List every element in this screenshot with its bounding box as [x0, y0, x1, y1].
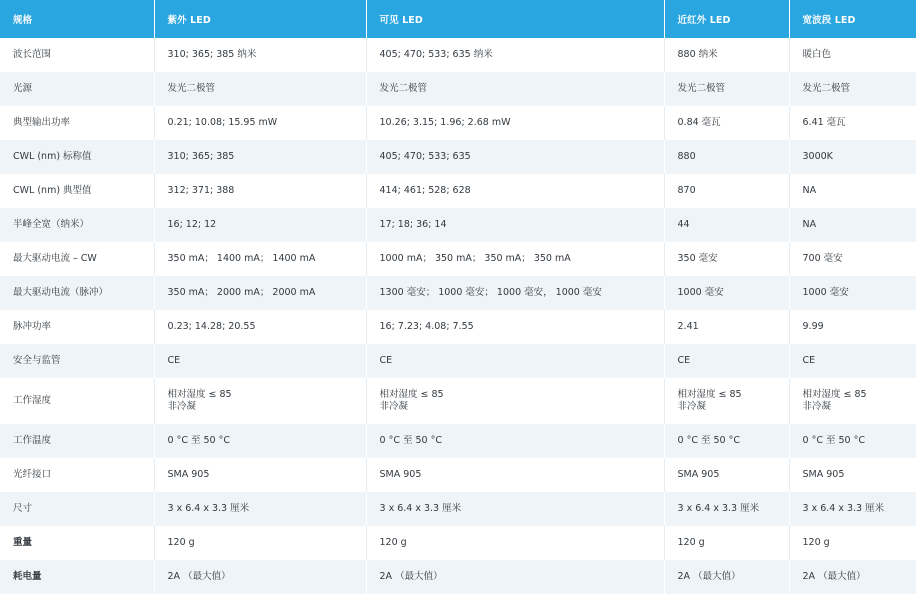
- table-cell: SMA 905: [664, 458, 789, 492]
- table-cell: 16; 12; 12: [154, 208, 366, 242]
- cell-line: 非冷凝: [802, 401, 832, 412]
- table-row: [0, 560, 916, 594]
- table-cell: 3 x 6.4 x 3.3 厘米: [664, 492, 789, 526]
- row-label: 半峰全宽（纳米）: [0, 208, 154, 242]
- table-row: [0, 106, 916, 140]
- table-cell: 0.23; 14.28; 20.55: [154, 310, 366, 344]
- table-cell: 2A （最大值）: [789, 560, 916, 594]
- table-cell: [664, 378, 789, 424]
- table-cell: CE: [664, 344, 789, 378]
- table-cell: 0.21; 10.08; 15.95 mW: [154, 106, 366, 140]
- row-label: CWL (nm) 标称值: [0, 140, 154, 174]
- table-row: [0, 526, 916, 560]
- table-cell: 3 x 6.4 x 3.3 厘米: [789, 492, 916, 526]
- header-cell-visible-led: 可见 LED: [366, 0, 664, 38]
- table-cell: 0 °C 至 50 °C: [366, 424, 664, 458]
- spec-table-body: [0, 38, 916, 594]
- row-label: 尺寸: [0, 492, 154, 526]
- table-row: [0, 140, 916, 174]
- table-cell: 405; 470; 533; 635: [366, 140, 664, 174]
- table-row: [0, 242, 916, 276]
- table-cell: SMA 905: [154, 458, 366, 492]
- table-cell: 3000K: [789, 140, 916, 174]
- row-label: 脉冲功率: [0, 310, 154, 344]
- header-cell-spec: 规格: [0, 0, 154, 38]
- header-cell-broadband-led: 宽波段 LED: [789, 0, 916, 38]
- table-row: [0, 458, 916, 492]
- cell-line: 相对湿度 ≤ 85: [802, 389, 867, 400]
- table-cell: 1000 mA； 350 mA； 350 mA； 350 mA: [366, 242, 664, 276]
- table-cell: CE: [789, 344, 916, 378]
- table-cell: 9.99: [789, 310, 916, 344]
- table-cell: 350 毫安: [664, 242, 789, 276]
- table-row: [0, 378, 916, 424]
- row-label: 波长范围: [0, 38, 154, 72]
- table-row: [0, 72, 916, 106]
- table-cell: 发光二极管: [664, 72, 789, 106]
- table-cell: NA: [789, 174, 916, 208]
- table-cell: SMA 905: [789, 458, 916, 492]
- row-label: 最大驱动电流（脉冲）: [0, 276, 154, 310]
- row-label: 最大驱动电流 – CW: [0, 242, 154, 276]
- table-cell: CE: [154, 344, 366, 378]
- table-cell: 1300 毫安； 1000 毫安； 1000 毫安， 1000 毫安: [366, 276, 664, 310]
- table-cell: 414; 461; 528; 628: [366, 174, 664, 208]
- cell-line: 相对湿度 ≤ 85: [167, 389, 232, 400]
- row-label: 光纤接口: [0, 458, 154, 492]
- table-cell: 44: [664, 208, 789, 242]
- table-cell: 1000 毫安: [789, 276, 916, 310]
- cell-line: 相对湿度 ≤ 85: [677, 389, 742, 400]
- table-row: [0, 344, 916, 378]
- row-label: 光源: [0, 72, 154, 106]
- table-row: [0, 276, 916, 310]
- row-label: 典型输出功率: [0, 106, 154, 140]
- table-cell: 350 mA； 2000 mA； 2000 mA: [154, 276, 366, 310]
- table-row: [0, 208, 916, 242]
- table-cell: 870: [664, 174, 789, 208]
- row-label: 耗电量: [0, 560, 154, 594]
- row-label: 重量: [0, 526, 154, 560]
- table-row: [0, 310, 916, 344]
- table-cell: NA: [789, 208, 916, 242]
- table-cell: 2.41: [664, 310, 789, 344]
- table-row: [0, 424, 916, 458]
- table-cell: 暖白色: [789, 38, 916, 72]
- table-cell: 17; 18; 36; 14: [366, 208, 664, 242]
- table-cell: 3 x 6.4 x 3.3 厘米: [154, 492, 366, 526]
- table-cell: SMA 905: [366, 458, 664, 492]
- table-cell: 350 mA； 1400 mA； 1400 mA: [154, 242, 366, 276]
- cell-line: 非冷凝: [379, 401, 409, 412]
- header-row: [0, 0, 916, 38]
- table-cell: [154, 378, 366, 424]
- table-cell: 120 g: [664, 526, 789, 560]
- table-cell: 1000 毫安: [664, 276, 789, 310]
- table-cell: 0.84 毫瓦: [664, 106, 789, 140]
- table-cell: 发光二极管: [789, 72, 916, 106]
- header-cell-nir-led: 近红外 LED: [664, 0, 789, 38]
- table-cell: 10.26; 3.15; 1.96; 2.68 mW: [366, 106, 664, 140]
- cell-line: 非冷凝: [677, 401, 707, 412]
- table-cell: 0 °C 至 50 °C: [154, 424, 366, 458]
- cell-line: 非冷凝: [167, 401, 197, 412]
- header-cell-uv-led: 紫外 LED: [154, 0, 366, 38]
- table-cell: 0 °C 至 50 °C: [789, 424, 916, 458]
- table-cell: 120 g: [366, 526, 664, 560]
- table-cell: 2A （最大值）: [664, 560, 789, 594]
- table-row: [0, 38, 916, 72]
- table-cell: 880: [664, 140, 789, 174]
- row-label: 工作温度: [0, 424, 154, 458]
- table-cell: CE: [366, 344, 664, 378]
- row-label: 安全与监管: [0, 344, 154, 378]
- table-row: [0, 174, 916, 208]
- table-cell: 6.41 毫瓦: [789, 106, 916, 140]
- table-cell: 310; 365; 385 纳米: [154, 38, 366, 72]
- table-cell: 3 x 6.4 x 3.3 厘米: [366, 492, 664, 526]
- table-cell: 2A （最大值）: [366, 560, 664, 594]
- table-row: [0, 492, 916, 526]
- row-label: 工作湿度: [0, 378, 154, 424]
- table-cell: [366, 378, 664, 424]
- table-cell: 405; 470; 533; 635 纳米: [366, 38, 664, 72]
- table-cell: 2A （最大值）: [154, 560, 366, 594]
- table-cell: 120 g: [789, 526, 916, 560]
- table-cell: 310; 365; 385: [154, 140, 366, 174]
- cell-line: 相对湿度 ≤ 85: [379, 389, 444, 400]
- table-cell: [789, 378, 916, 424]
- table-cell: 发光二极管: [154, 72, 366, 106]
- table-cell: 880 纳米: [664, 38, 789, 72]
- table-cell: 700 毫安: [789, 242, 916, 276]
- table-cell: 16; 7.23; 4.08; 7.55: [366, 310, 664, 344]
- table-cell: 312; 371; 388: [154, 174, 366, 208]
- table-cell: 0 °C 至 50 °C: [664, 424, 789, 458]
- row-label: CWL (nm) 典型值: [0, 174, 154, 208]
- table-cell: 发光二极管: [366, 72, 664, 106]
- table-cell: 120 g: [154, 526, 366, 560]
